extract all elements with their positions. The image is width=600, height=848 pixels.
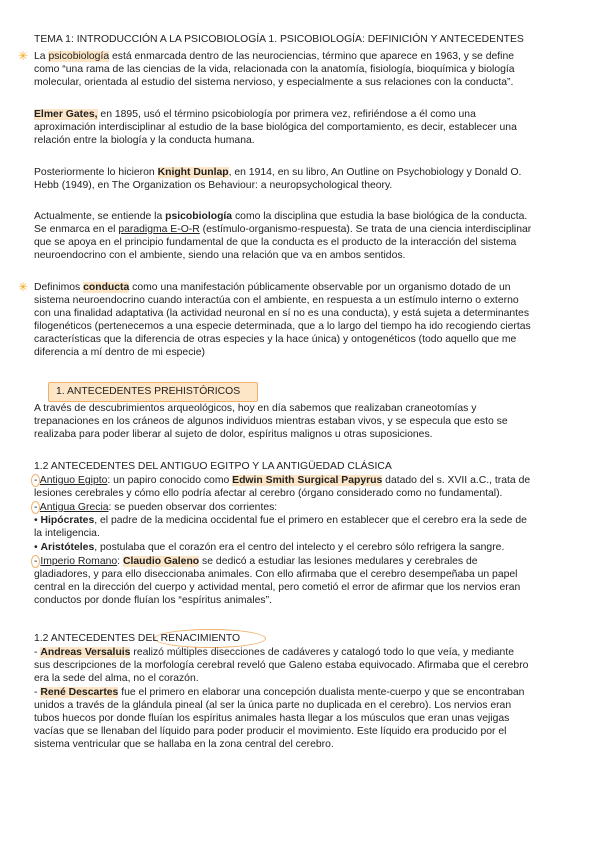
paragraph-line: era la sede del alma, no el corazón.: [34, 673, 199, 684]
list-item: • Aristóteles, postulaba que el corazón era el centro del intelecto y el cerebro sólo refrigera la sangre.: [34, 542, 505, 553]
paragraph-line: diferencia a mí dentro de mi especie): [34, 347, 205, 358]
paragraph-line: - Imperio Romano: Claudio Galeno se dedicó a estudiar las lesiones medulares y cerebrales de: [34, 556, 478, 567]
highlighted-term: conducta: [83, 282, 130, 293]
paragraph-line: sistema ventricular que se hallaba en la zona central del cerebro.: [34, 739, 334, 750]
highlighted-name: Claudio Galeno: [122, 556, 200, 567]
paragraph-line: sistema neuroendocrino cuando interactúa con el ambiente, en respuesta a un estímulo interno o externo: [34, 295, 519, 306]
section-heading: 1. ANTECEDENTES PREHISTÓRICOS: [56, 386, 241, 397]
star-icon: ✳: [18, 280, 29, 294]
bullet-icon: •: [34, 515, 38, 526]
paragraph-line: molecular, orientada al estudio del sistema nervioso, y especialmente a sus relaciones con la conducta”.: [34, 77, 514, 88]
paragraph-line: conductos por donde fluían los “espíritus animales”.: [34, 595, 272, 606]
paragraph-line: trepanaciones en los cráneos de algunos individuos mientras estaban vivos, y se especula que esto se: [34, 416, 508, 427]
paragraph-line: Se enmarca en el paradigma E-O-R (estímulo-organismo-respuesta). Se trata de una ciencia interdisciplinar: [34, 224, 532, 235]
section-heading: 1.2 ANTECEDENTES DEL ANTIGUO EGITPO Y LA ANTIGÜEDAD CLÁSICA: [34, 461, 392, 472]
paragraph-line: filogenéticos (pertenecemos a una especie determinada, que a lo largo del tiempo ha ido recogiendo ciertas: [34, 321, 531, 332]
paragraph-line: - René Descartes fue el primero en elaborar una concepción dualista mente-cuerpo y que se encontraban: [34, 687, 525, 698]
paragraph-line: aproximación interdisciplinar al estudio de la base biológica del comportamiento, es decir, establecer una: [34, 122, 517, 133]
paragraph-line: unidos a través de la glándula pineal (al ser la única parte no duplicada en el cerebro). Los nervios eran: [34, 700, 512, 711]
highlighted-name: René Descartes: [40, 687, 119, 698]
highlighted-name: Elmer Gates,: [34, 109, 98, 120]
star-icon: ✳: [18, 49, 29, 63]
paragraph-line: - Antiguo Egipto: un papiro conocido como Edwin Smith Surgical Papyrus datado del s. XVII a.C., trata de: [34, 475, 531, 486]
paragraph-line: neuroendocrino con el ambiente, siendo una relación que va en ambos sentidos.: [34, 250, 406, 261]
paragraph-line: relación entre la biología y la conducta humana.: [34, 135, 255, 146]
highlighted-term: psicobiología: [48, 51, 110, 62]
page-title: TEMA 1: INTRODUCCIÓN A LA PSICOBIOLOGÍA 1. PSICOBIOLOGÍA: DEFINICIÓN Y ANTECEDENTES: [34, 34, 524, 45]
paragraph-line: lesiones cerebrales y cómo ello podría afectar al cerebro (órgano considerado como no fundamental).: [34, 488, 503, 499]
paragraph-line: que se apoya en el principio fundamental de que la conducta es el producto de la interacción del sistema: [34, 237, 517, 248]
paragraph-line: - Andreas Versaluis realizó múltiples disecciones de cadáveres y catalogó todo lo que veía, y mediante: [34, 647, 514, 658]
paragraph-line: - Antigua Grecia: se pueden observar dos corrientes:: [34, 502, 278, 513]
subheading: Imperio Romano: [40, 556, 118, 567]
list-item: • Hipócrates, el padre de la medicina occidental fue el primero en establecer que el cerebro era la sede de: [34, 515, 527, 526]
paragraph-line: como “una rama de las ciencias de la vida, relacionada con la anatomía, fisiología, bioquímica y biología: [34, 64, 515, 75]
paragraph-line: La psicobiología está enmarcada dentro de las neurociencias, término que aparece en 1963, y se define: [34, 51, 515, 62]
paragraph-line: A través de descubrimientos arqueológicos, hoy en día sabemos que realizaban craneotomías y: [34, 403, 477, 414]
paragraph-line: características que la diferencia de otras especies y la hace única) y ontogenéticos (todo aquello que me: [34, 334, 517, 345]
paragraph-line: realizaba para poder liberar al sujeto de dolor, espíritus malignos u otras suposiciones.: [34, 429, 433, 440]
bold-term: psicobiología: [165, 211, 233, 222]
section-heading: 1.2 ANTECEDENTES DEL RENACIMIENTO: [34, 633, 241, 644]
highlighted-name: Knight Dunlap: [157, 167, 229, 178]
paragraph-line: Definimos conducta como una manifestación públicamente observable por un organismo dotado de un: [34, 282, 511, 293]
highlighted-name: Edwin Smith Surgical Papyrus: [232, 475, 383, 486]
bullet-icon: •: [34, 542, 38, 553]
paragraph-line: tubos huecos por donde fluían los espíritus animales hasta llegar a los músculos que eran unas vejigas: [34, 713, 510, 724]
paragraph-line: gladiadores, y para ello diseccionaba animales. Con ello afirmaba que el cerebro desempeñaba un papel: [34, 569, 518, 580]
underlined-term: paradigma E-O-R: [118, 224, 200, 235]
paragraph-line: vacías que se llenaban del líquido para poder producir el movimiento. Este líquido era producido por el: [34, 726, 507, 737]
paragraph-line: Posteriormente lo hicieron Knight Dunlap, en 1914, en su libro, An Outline on Psychobiology y Donald O.: [34, 167, 522, 178]
paragraph-line: Actualmente, se entiende la psicobiología como la disciplina que estudia la base biológica de la conducta.: [34, 211, 528, 222]
paragraph-line: Elmer Gates, en 1895, usó el término psicobiología por primera vez, refiriéndose a él como una: [34, 109, 476, 120]
highlighted-name: Andreas Versaluis: [40, 647, 131, 658]
paragraph-line: Hebb (1949), en The Organization os Behaviour: a neuropsychological theory.: [34, 180, 393, 191]
paragraph-line: sus descripciones de la morfología cerebral reveló que Galeno estaba equivocado. Afirmaba que el cerebro: [34, 660, 529, 671]
paragraph-line: con una finalidad adaptativa (la actividad neuronal en sí no es una conducta), y está sujeta a determinantes: [34, 308, 530, 319]
paragraph-line: central en la dirección del cuerpo y actividad mental, pero cometió el error de afirmar que los nervios eran: [34, 582, 521, 593]
subheading: Antiguo Egipto: [39, 475, 108, 486]
subheading: Antigua Grecia: [39, 502, 109, 513]
paragraph-line: la inteligencia.: [34, 528, 100, 539]
